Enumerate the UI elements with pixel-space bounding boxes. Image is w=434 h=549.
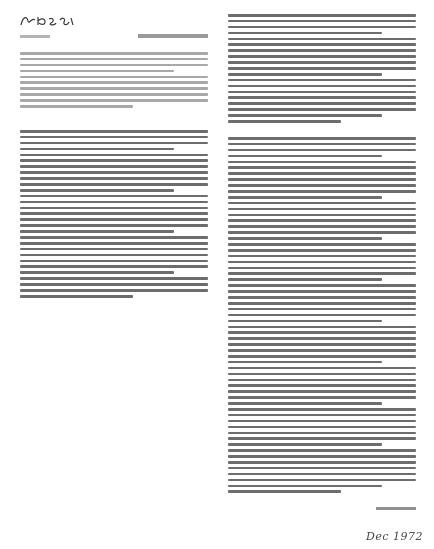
text-line xyxy=(228,178,416,181)
text-line xyxy=(228,61,416,64)
text-line xyxy=(228,296,416,299)
text-line xyxy=(20,224,208,227)
masthead-logo xyxy=(20,14,76,27)
text-line xyxy=(228,272,416,275)
text-line xyxy=(228,120,341,123)
text-line xyxy=(20,154,208,157)
text-line xyxy=(228,196,382,199)
text-line xyxy=(228,490,341,493)
text-line xyxy=(228,208,416,211)
text-line xyxy=(20,142,208,145)
text-line xyxy=(228,420,416,423)
text-line xyxy=(228,143,416,146)
text-line xyxy=(228,414,416,417)
text-line xyxy=(228,390,416,393)
text-line xyxy=(228,343,416,346)
text-line xyxy=(228,155,382,158)
text-line xyxy=(228,320,382,323)
handwritten-date: Dec 1972 xyxy=(366,530,423,543)
text-line xyxy=(20,130,208,133)
text-line xyxy=(228,396,416,399)
text-line xyxy=(228,114,382,117)
text-line xyxy=(228,367,416,370)
text-line xyxy=(228,108,416,111)
text-line xyxy=(228,255,416,258)
text-line xyxy=(228,437,416,440)
text-line xyxy=(20,207,208,210)
text-line xyxy=(228,408,416,411)
text-line xyxy=(228,384,416,387)
left-column xyxy=(20,14,208,28)
text-line xyxy=(228,455,416,458)
text-line xyxy=(228,379,416,382)
text-line xyxy=(228,85,416,88)
text-line xyxy=(20,201,208,204)
text-line xyxy=(20,236,208,239)
text-line xyxy=(228,73,382,76)
text-line xyxy=(228,479,416,482)
text-line xyxy=(228,225,416,228)
text-line xyxy=(228,231,416,234)
text-line xyxy=(20,81,208,84)
text-line xyxy=(228,38,416,41)
byline-left xyxy=(20,35,50,38)
text-line xyxy=(228,49,416,52)
text-line xyxy=(228,314,416,317)
right-paragraph-2 xyxy=(228,137,416,496)
text-line xyxy=(20,277,208,280)
text-line xyxy=(228,32,382,35)
text-line xyxy=(228,184,416,187)
intro-paragraph xyxy=(20,52,208,111)
text-line xyxy=(228,214,416,217)
text-line xyxy=(20,295,133,298)
right-paragraph-1 xyxy=(228,14,416,126)
text-line xyxy=(228,443,382,446)
text-line xyxy=(20,271,174,274)
text-line xyxy=(228,166,416,169)
text-line xyxy=(228,67,416,70)
author-credit xyxy=(376,507,416,510)
text-line xyxy=(20,195,208,198)
masthead xyxy=(20,14,208,28)
text-line xyxy=(228,102,416,105)
text-line xyxy=(20,70,174,73)
text-line xyxy=(228,432,416,435)
text-line xyxy=(228,202,416,205)
text-line xyxy=(228,55,416,58)
text-line xyxy=(20,289,208,292)
text-line xyxy=(228,243,416,246)
text-line xyxy=(228,361,382,364)
text-line xyxy=(228,26,416,29)
text-line xyxy=(20,189,174,192)
text-line xyxy=(228,79,416,82)
text-line xyxy=(228,337,416,340)
text-line xyxy=(20,242,208,245)
byline-right xyxy=(138,34,208,38)
text-line xyxy=(228,14,416,17)
text-line xyxy=(20,93,208,96)
text-line xyxy=(228,161,416,164)
text-line xyxy=(228,91,416,94)
text-line xyxy=(20,254,208,257)
text-line xyxy=(20,64,208,67)
text-line xyxy=(20,260,208,263)
text-line xyxy=(228,373,416,376)
byline xyxy=(20,34,208,40)
text-line xyxy=(228,467,416,470)
text-line xyxy=(228,172,416,175)
text-line xyxy=(228,249,416,252)
text-line xyxy=(228,331,416,334)
text-line xyxy=(228,426,416,429)
text-line xyxy=(228,485,382,488)
text-line xyxy=(228,267,416,270)
text-line xyxy=(228,190,416,193)
text-line xyxy=(228,20,416,23)
text-line xyxy=(20,136,208,139)
text-line xyxy=(20,171,208,174)
text-line xyxy=(20,177,208,180)
text-line xyxy=(228,326,416,329)
text-line xyxy=(228,261,416,264)
text-line xyxy=(228,43,416,46)
text-line xyxy=(228,137,416,140)
text-line xyxy=(20,248,208,251)
text-line xyxy=(20,218,208,221)
text-line xyxy=(228,402,382,405)
text-line xyxy=(228,302,416,305)
text-line xyxy=(20,52,208,55)
text-line xyxy=(20,58,208,61)
text-line xyxy=(228,237,382,240)
text-line xyxy=(228,290,416,293)
text-line xyxy=(20,283,208,286)
text-line xyxy=(228,473,416,476)
text-line xyxy=(228,308,416,311)
text-line xyxy=(228,284,416,287)
text-line xyxy=(20,159,208,162)
text-line xyxy=(228,96,416,99)
text-line xyxy=(20,183,208,186)
text-line xyxy=(228,149,416,152)
text-line xyxy=(20,212,208,215)
text-line xyxy=(20,230,174,233)
text-line xyxy=(20,87,208,90)
text-line xyxy=(228,355,416,358)
text-line xyxy=(228,461,416,464)
text-line xyxy=(228,278,382,281)
text-line xyxy=(228,449,416,452)
text-line xyxy=(228,349,416,352)
text-line xyxy=(20,76,208,79)
text-line xyxy=(20,148,174,151)
text-line xyxy=(20,265,208,268)
text-line xyxy=(20,105,133,108)
text-line xyxy=(228,219,416,222)
body-paragraph xyxy=(20,130,208,301)
text-line xyxy=(20,99,208,102)
text-line xyxy=(20,165,208,168)
